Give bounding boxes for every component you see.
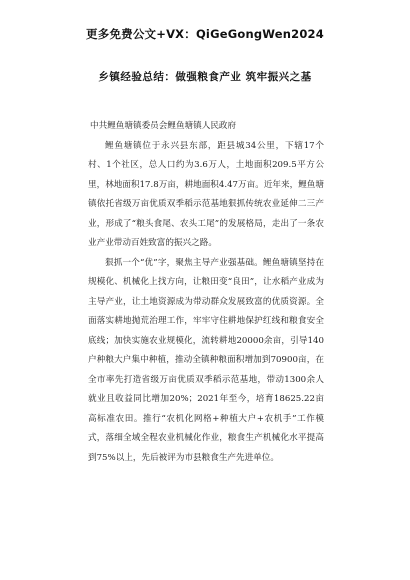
promo-banner: 更多免费公文+VX：QiGeGongWen2024 bbox=[86, 27, 324, 41]
document-body bbox=[88, 117, 324, 468]
paragraph-1: 鲤鱼塘镇位于永兴县东部，距县城34公里，下辖17个村、1个社区，总人口约为3.6万人，土地面积209.5平方公里，林地面积17.8万亩，耕地面积4.47万亩。近年来，鲤鱼塘镇依托省级万亩优质双季稻示范基地狠抓传统农业延伸二三产业，形成了“粮头食尾、农头工尾”的发展格局，走出了一条农业产业带动百姓致富的振兴之路。 bbox=[88, 140, 324, 248]
document-title: 乡镇经验总结：做强粮食产业 筑牢振兴之基 bbox=[98, 71, 312, 83]
paragraph-2: 狠抓一个“优”字，聚焦主导产业强基础。鲤鱼塘镇坚持在规模化、机械化上找方向，让粮田变“良田”，让水稻产业成为主导产业，让土地资源成为带动群众发展致富的优质资源。全面落实耕地抛荒治理工作，牢牢守住耕地保护红线和粮食安全底线；加快实施农业规模化，流转耕地20000余亩，引导140户种粮大户集中种植，推动全镇种粮面积增加到70900亩，在全市率先打造省级万亩优质双季稻示范基地，带动1300余人就业且收益同比增加20%；2021年至今，培育18625.22亩高标准农田。推行“农机化网格+种植大户+农机手”工作模式，落细全域全程农业机械化作业，粮食生产机械化水平提高到75%以上，先后被评为市县粮食生产先进单位。 bbox=[88, 257, 324, 463]
author-line: 中共鲤鱼塘镇委员会鲤鱼塘镇人民政府 bbox=[90, 121, 237, 131]
